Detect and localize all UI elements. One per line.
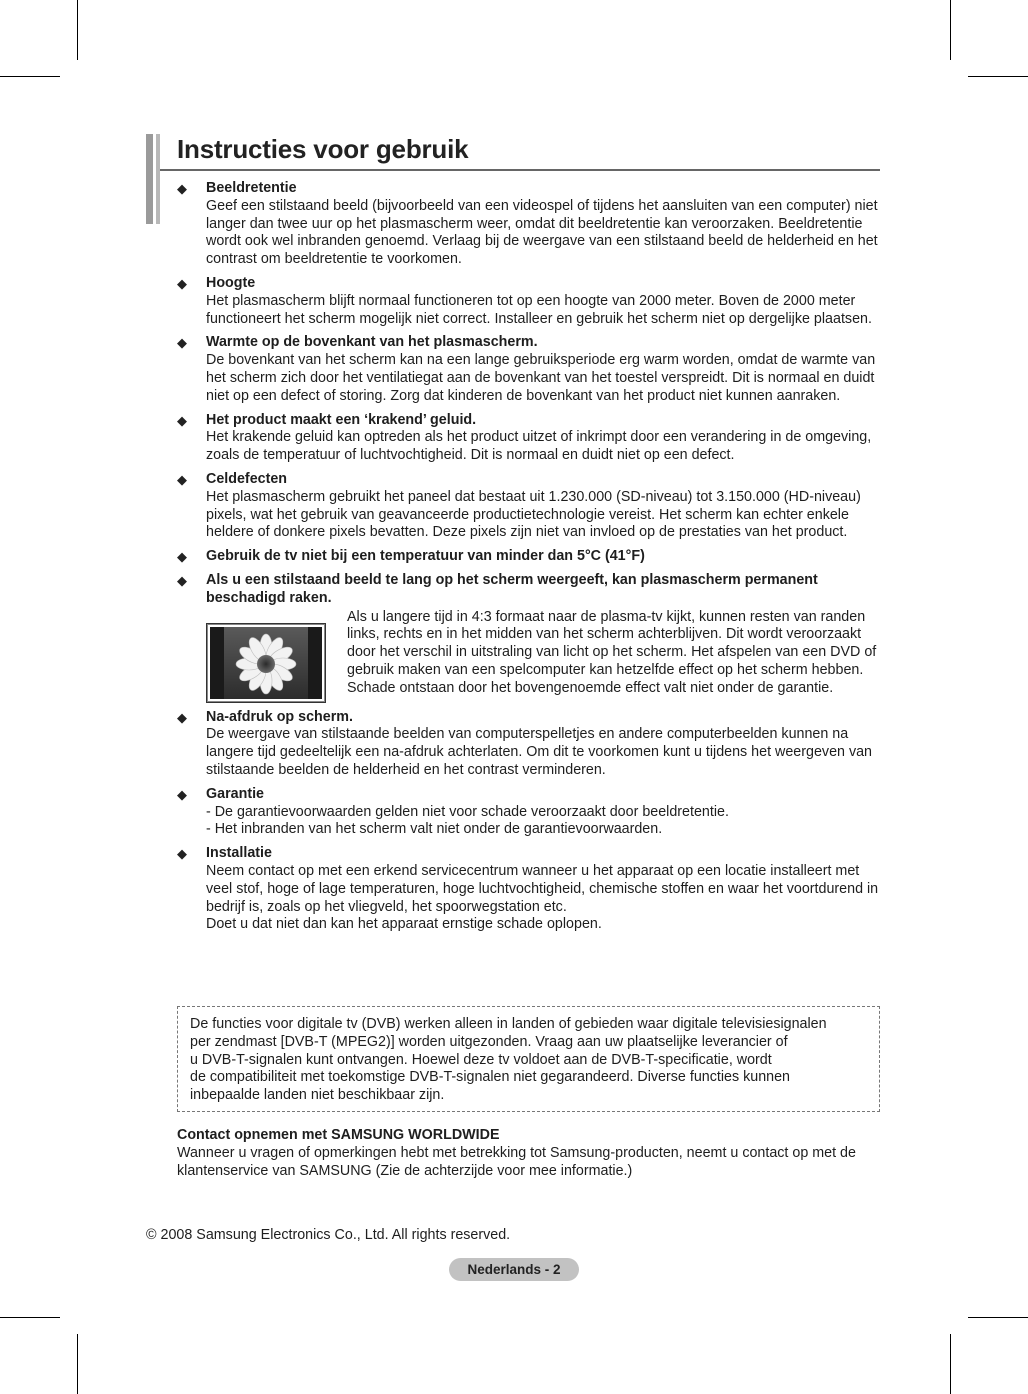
diamond-bullet-icon: ◆ [177,549,187,565]
item-title: Garantie [206,785,265,802]
item-body-line: - De garantievoorwaarden gelden niet voor schade veroorzaakt door beeldretentie. [206,803,729,820]
item-body: Als u langere tijd in 4:3 formaat naar de plasma-tv kijkt, kunnen resten van randen links, rechts en in het midden van het scherm achterblijven. Dit wordt veroorzaakt door het verschil in uitstraling van licht op het scherm. Het afspelen van een DVD of gebruik maken van een spelcomputer kan hetzelfde effect op het scherm hebben. Schade ontstaan door het bovengenoemde effect valt niet onder de garantie. [347,608,877,696]
item-body-line: - Het inbranden van het scherm valt niet onder de garantievoorwaarden. [206,821,663,838]
crop-mark [0,1317,60,1318]
list-item [177,845,883,934]
item-body: De bovenkant van het scherm kan na een lange gebruiksperiode erg warm worden, omdat de warmte van het scherm zich door het ventilatiegat aan de bovenkant van het toestel verspreidt. Dit is normaal en duidt niet op een defect of storing. Zorg dat kinderen de bovenkant van het product niet kunnen aanraken. [206,352,876,404]
item-body: Het krakende geluid kan optreden als het product uitzet of inkrimpt door een verandering in de omgeving, zoals de temperatuur of luchtvochtigheid. Dit is normaal en duidt niet op een defect. [206,429,872,464]
diamond-bullet-icon: ◆ [177,572,187,588]
list-item [177,180,883,269]
dvb-notice-box [177,1006,880,1112]
item-title: Gebruik de tv niet bij een temperatuur van minder dan 5°C (41°F) [206,548,645,565]
dvb-notice-line: inbepaalde landen niet beschikbaar zijn. [190,1087,445,1104]
crop-mark [968,76,1028,77]
diamond-bullet-icon: ◆ [177,846,187,862]
item-body: De weergave van stilstaande beelden van computerspelletjes en andere computerbeelden kunnen na langere tijd gedeeltelijk een na-afdruk achterlaten. Om dit te voorkomen kunt u tijdens het weergeven van stilstaande beelden de helderheid en het contrast verminderen. [206,726,872,778]
dvb-notice-line: De functies voor digitale tv (DVB) werken alleen in landen of gebieden waar digitale televisiesignalen [190,1016,827,1032]
flower-illustration [210,627,322,699]
item-title: Beeldretentie [206,180,297,196]
item-body: Het plasmascherm blijft normaal functioneren tot op een hoogte van 2000 meter. Boven de 2000 meter functioneert het scherm mogelijk niet correct. Installeer en gebruik het scherm niet op dergelijke plaatsen. [206,292,872,327]
contact-title: Contact opnemen met SAMSUNG WORLDWIDE [177,1127,500,1143]
list-item [177,786,883,839]
item-body: Het plasmascherm gebruikt het paneel dat bestaat uit 1.230.000 (SD-niveau) tot 3.150.000 (HD-niveau) pixels, wat het gebruik van geavanceerde productietechnologie vereist. Het scherm kan echter enkele heldere of donkere pixels bevatten. Deze pixels zijn niet van invloed op de prestaties van het product. [206,488,861,541]
page-title: Instructies voor gebruik [177,134,469,164]
crop-mark [950,0,951,60]
list-item [177,471,883,542]
item-body: Geef een stilstaand beeld (bijvoorbeeld van een videospel of tijdens het aansluiten van een computer) niet langer dan twee uur op het plasmascherm weer, omdat dit beeldretentie kan veroorzaken. Beeldretentie wordt ook wel inbranden genoemd. Verlaag bij de weergave van een stilstaand beeld de helderheid en het contrast om beeldretentie te voorkomen. [206,197,878,268]
item-title: Als u een stilstaand beeld te lang op het scherm weergeeft, kan plasmascherm permanent beschadigd raken. [206,571,818,606]
diamond-bullet-icon: ◆ [177,471,187,487]
crop-mark [77,1334,78,1394]
list-item [177,275,883,328]
list-item [177,334,883,405]
instruction-list [177,180,883,940]
item-title: Warmte op de bovenkant van het plasmascherm. [206,334,538,351]
dvb-notice-line: per zendmast [DVB-T (MPEG2)] worden uitgezonden. Vraag aan uw plaatselijke leverancier of [190,1033,788,1050]
diamond-bullet-icon: ◆ [177,786,187,802]
list-item [177,572,883,703]
header-accent-bar [156,134,160,224]
diamond-bullet-icon: ◆ [177,709,187,725]
list-item [177,548,883,566]
diamond-bullet-icon: ◆ [177,335,187,351]
item-title: Installatie [206,845,272,862]
contact-body: Wanneer u vragen of opmerkingen hebt met betrekking tot Samsung-producten, neemt u contact op met de klantenservice van SAMSUNG (Zie de achterzijde voor mee informatie.) [177,1144,856,1179]
crop-mark [77,0,78,60]
dvb-notice-line: de compatibiliteit met toekomstige DVB-T-signalen niet gegarandeerd. Diverse functies kunnen [190,1069,790,1086]
crop-mark [0,76,60,77]
list-item [177,709,883,780]
flower-screen-image [206,623,326,703]
item-body-line: Neem contact op met een erkend servicecentrum wanneer u het apparaat op een locatie installeert met veel stof, hoge of lage temperaturen, hoge luchtvochtigheid, chemische stoffen en waar het voortdurend in bedrijf is, zoals op het vliegveld, het spoorwegstation etc. [206,862,879,915]
dvb-notice-line: u DVB-T-signalen kunt ontvangen. Hoewel deze tv voldoet aan de DVB-T-specificatie, wordt [190,1051,772,1068]
crop-mark [950,1334,951,1394]
diamond-bullet-icon: ◆ [177,275,187,291]
item-title: Celdefecten [206,470,288,487]
list-item [177,412,883,465]
header-accent-bar [146,134,153,224]
copyright-text: © 2008 Samsung Electronics Co., Ltd. All rights reserved. [146,1227,511,1243]
item-title: Hoogte [206,274,256,291]
item-body-line: Doet u dat niet dan kan het apparaat ernstige schade oplopen. [206,916,602,933]
burn-in-section [206,609,883,703]
item-title: Na-afdruk op scherm. [206,708,353,725]
diamond-bullet-icon: ◆ [177,412,187,428]
item-title: Het product maakt een ‘krakend’ geluid. [206,411,477,428]
title-divider [160,169,880,171]
page-number-badge: Nederlands - 2 [449,1258,579,1281]
diamond-bullet-icon: ◆ [177,181,187,196]
crop-mark [968,1317,1028,1318]
contact-section [177,1127,883,1180]
